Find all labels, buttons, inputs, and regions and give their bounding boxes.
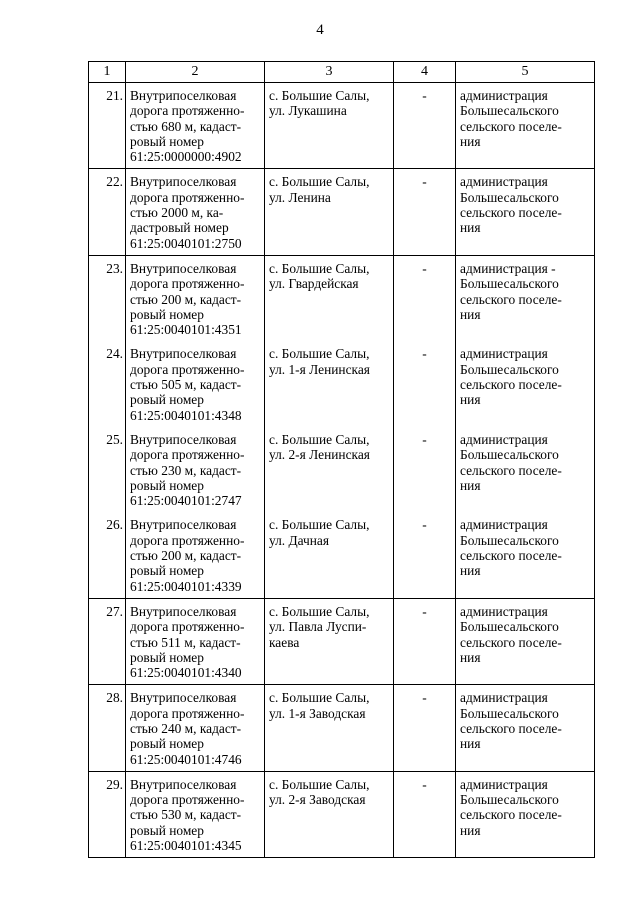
header-col-4: 4 [394, 62, 456, 83]
desc-line: Внутрипоселковая [130, 690, 237, 706]
loc-line: ул. Дачная [269, 532, 330, 548]
objects-table [88, 61, 595, 858]
column-4-value: - [394, 427, 456, 512]
owner-line: сельского поселе- [460, 462, 562, 478]
desc-line: дорога протяженно- [130, 189, 245, 205]
column-4-value: - [394, 341, 456, 426]
owner-line: ния [460, 822, 481, 838]
desc-line: Внутрипоселковая [130, 260, 237, 276]
object-description [126, 255, 265, 341]
desc-line: 61:25:0040101:4345 [130, 838, 242, 854]
loc-line: ул. Ленина [269, 189, 331, 205]
object-description [126, 685, 265, 771]
desc-line: дорога протяженно- [130, 619, 245, 635]
desc-line: Внутрипоселковая [130, 346, 237, 362]
owner-line: ния [460, 306, 481, 322]
object-description [126, 512, 265, 598]
loc-line: каева [269, 634, 300, 650]
object-owner [456, 685, 595, 771]
header-col-1: 1 [89, 62, 126, 83]
desc-line: стью 200 м, кадаст- [130, 291, 242, 307]
loc-line: с. Большие Салы, [269, 517, 370, 533]
desc-line: дастровый номер [130, 220, 229, 236]
column-4-value: - [394, 598, 456, 684]
owner-line: администрация [460, 346, 548, 362]
loc-line: с. Большие Салы, [269, 260, 370, 276]
owner-line: сельского поселе- [460, 807, 562, 823]
desc-line: Внутрипоселковая [130, 174, 237, 190]
desc-line: ровый номер [130, 736, 204, 752]
owner-line: ния [460, 220, 481, 236]
owner-line: Большесальского [460, 447, 559, 463]
owner-line: администрация [460, 431, 548, 447]
object-owner [456, 512, 595, 598]
desc-line: стью 680 м, кадаст- [130, 118, 242, 134]
loc-line: с. Большие Салы, [269, 174, 370, 190]
owner-line: администрация [460, 174, 548, 190]
page-number: 4 [316, 22, 324, 38]
owner-line: сельского поселе- [460, 377, 562, 393]
object-description [126, 598, 265, 684]
object-owner [456, 169, 595, 255]
table-row [89, 255, 595, 341]
object-location [265, 169, 394, 255]
table-row [89, 512, 595, 598]
desc-line: ровый номер [130, 133, 204, 149]
desc-line: стью 200 м, кадаст- [130, 548, 242, 564]
column-4-value: - [394, 685, 456, 771]
table-row [89, 598, 595, 684]
header-col-3: 3 [265, 62, 394, 83]
object-description [126, 427, 265, 512]
desc-line: 61:25:0040101:2747 [130, 493, 242, 509]
row-number: 24. [89, 341, 126, 426]
object-location [265, 512, 394, 598]
owner-line: сельского поселе- [460, 118, 562, 134]
owner-line: ния [460, 133, 481, 149]
owner-line: Большесальского [460, 532, 559, 548]
desc-line: ровый номер [130, 392, 204, 408]
loc-line: ул. Лукашина [269, 103, 347, 119]
object-owner [456, 598, 595, 684]
desc-line: ровый номер [130, 477, 204, 493]
table-row [89, 341, 595, 426]
loc-line: с. Большие Салы, [269, 603, 370, 619]
header-col-2: 2 [126, 62, 265, 83]
table-body [89, 83, 595, 858]
object-owner [456, 771, 595, 857]
object-location [265, 341, 394, 426]
desc-line: дорога протяженно- [130, 361, 245, 377]
owner-line: Большесальского [460, 705, 559, 721]
object-location [265, 255, 394, 341]
object-owner [456, 255, 595, 341]
column-4-value: - [394, 83, 456, 169]
column-4-value: - [394, 255, 456, 341]
table-row [89, 169, 595, 255]
desc-line: Внутрипоселковая [130, 776, 237, 792]
owner-line: Большесальского [460, 361, 559, 377]
column-4-value: - [394, 771, 456, 857]
desc-line: ровый номер [130, 306, 204, 322]
object-description [126, 341, 265, 426]
object-description [126, 83, 265, 169]
owner-line: Большесальского [460, 792, 559, 808]
desc-line: 61:25:0040101:4339 [130, 578, 242, 594]
object-location [265, 427, 394, 512]
row-number: 28. [89, 685, 126, 771]
desc-line: стью 230 м, кадаст- [130, 462, 242, 478]
object-location [265, 83, 394, 169]
owner-line: администрация [460, 776, 548, 792]
loc-line: с. Большие Салы, [269, 346, 370, 362]
loc-line: ул. 1-я Ленинская [269, 361, 370, 377]
desc-line: стью 530 м, кадаст- [130, 807, 242, 823]
loc-line: ул. Гвардейская [269, 276, 359, 292]
owner-line: ния [460, 649, 481, 665]
owner-line: администрация [460, 88, 548, 103]
loc-line: с. Большие Салы, [269, 690, 370, 706]
owner-line: сельского поселе- [460, 720, 562, 736]
loc-line: ул. 2-я Заводская [269, 792, 366, 808]
owner-line: ния [460, 392, 481, 408]
desc-line: Внутрипоселковая [130, 603, 237, 619]
row-number: 22. [89, 169, 126, 255]
desc-line: Внутрипоселковая [130, 88, 237, 103]
loc-line: с. Большие Салы, [269, 776, 370, 792]
desc-line: дорога протяженно- [130, 532, 245, 548]
column-4-value: - [394, 512, 456, 598]
table-row [89, 685, 595, 771]
owner-line: администрация [460, 690, 548, 706]
row-number: 27. [89, 598, 126, 684]
desc-line: Внутрипоселковая [130, 431, 237, 447]
desc-line: 61:25:0040101:4340 [130, 665, 242, 681]
loc-line: ул. 1-я Заводская [269, 705, 366, 721]
row-number: 23. [89, 255, 126, 341]
desc-line: дорога протяженно- [130, 705, 245, 721]
owner-line: ния [460, 736, 481, 752]
desc-line: 61:25:0040101:2750 [130, 235, 242, 251]
loc-line: ул. 2-я Ленинская [269, 447, 370, 463]
row-number: 29. [89, 771, 126, 857]
row-number: 25. [89, 427, 126, 512]
owner-line: Большесальского [460, 619, 559, 635]
owner-line: сельского поселе- [460, 205, 562, 221]
row-number: 26. [89, 512, 126, 598]
desc-line: ровый номер [130, 822, 204, 838]
table-row [89, 427, 595, 512]
object-location [265, 598, 394, 684]
loc-line: с. Большие Салы, [269, 431, 370, 447]
desc-line: Внутрипоселковая [130, 517, 237, 533]
desc-line: стью 2000 м, ка- [130, 205, 224, 221]
owner-line: сельского поселе- [460, 634, 562, 650]
owner-line: сельского поселе- [460, 291, 562, 307]
loc-line: ул. Павла Луспи- [269, 619, 367, 635]
table-row [89, 83, 595, 169]
owner-line: ния [460, 563, 481, 579]
owner-line: Большесальского [460, 276, 559, 292]
owner-line: Большесальского [460, 103, 559, 119]
object-location [265, 685, 394, 771]
object-description [126, 169, 265, 255]
desc-line: стью 505 м, кадаст- [130, 377, 242, 393]
desc-line: 61:25:0040101:4348 [130, 407, 242, 423]
owner-line: Большесальского [460, 189, 559, 205]
owner-line: сельского поселе- [460, 548, 562, 564]
desc-line: дорога протяженно- [130, 447, 245, 463]
owner-line: ния [460, 477, 481, 493]
desc-line: дорога протяженно- [130, 792, 245, 808]
desc-line: дорога протяженно- [130, 276, 245, 292]
owner-line: администрация - [460, 260, 556, 276]
desc-line: ровый номер [130, 649, 204, 665]
desc-line: ровый номер [130, 563, 204, 579]
owner-line: администрация [460, 517, 548, 533]
column-4-value: - [394, 169, 456, 255]
desc-line: стью 240 м, кадаст- [130, 720, 242, 736]
header-col-5: 5 [456, 62, 595, 83]
object-owner [456, 83, 595, 169]
loc-line: с. Большие Салы, [269, 88, 370, 103]
desc-line: дорога протяженно- [130, 103, 245, 119]
owner-line: администрация [460, 603, 548, 619]
desc-line: 61:25:0040101:4746 [130, 751, 242, 767]
object-description [126, 771, 265, 857]
table-header-row [89, 62, 595, 83]
object-owner [456, 341, 595, 426]
desc-line: 61:25:0040101:4351 [130, 322, 242, 338]
table-row [89, 771, 595, 857]
row-number: 21. [89, 83, 126, 169]
desc-line: стью 511 м, кадаст- [130, 634, 241, 650]
object-owner [456, 427, 595, 512]
object-location [265, 771, 394, 857]
desc-line: 61:25:0000000:4902 [130, 149, 242, 165]
